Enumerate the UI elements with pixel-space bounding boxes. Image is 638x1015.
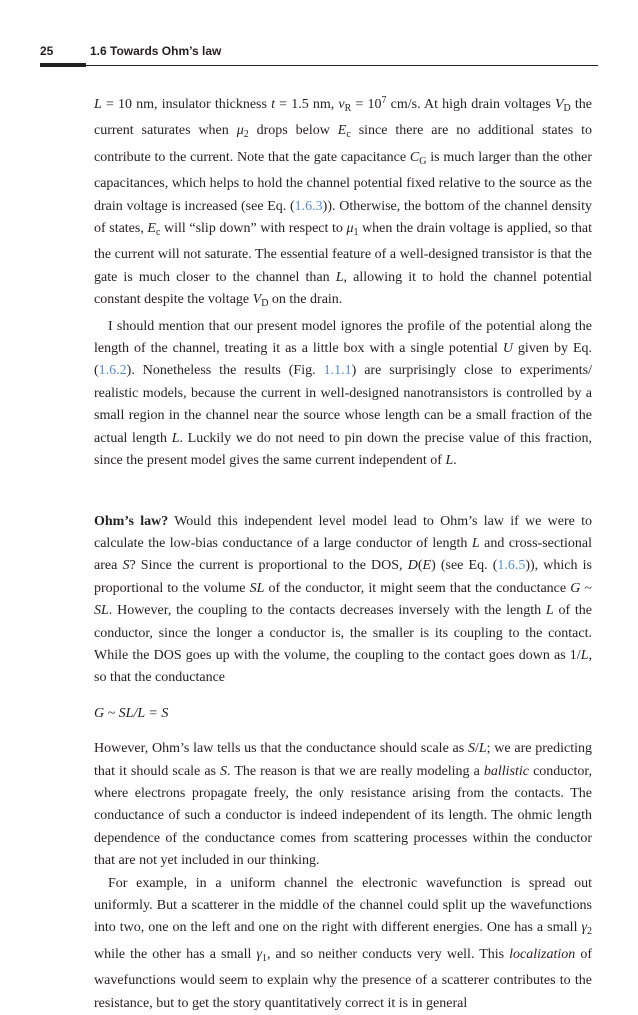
equation-conductance: G ~ SL/L = S [94, 705, 169, 721]
paragraph-3: Ohm’s law? Would this independent level model lead to Ohm’s law if we were to calculate the low-bias conductance of a large conductor of length L and cross-sectional area S? Since the current is proportional to the DOS, D(E) (see Eq. (1.6.5)), which is proportional to the volume SL of the conductor, it might seem that the conductance G ~ SL. However, the coupling to the contacts decreases inversely with the length L of the conductor, since the longer a conductor is, the smaller is its coupling to the contact. While the DOS goes up with the volume, the coupling to the contact goes down as 1/L, so that the conductance [94, 513, 593, 686]
paragraph-4: However, Ohm’s law tells us that the conductance should scale as S/L; we are predicting that it should scale as S. The reason is that we are really modeling a ballistic conductor, where electrons propagate freely, the only resistance arising from the contacts. The conductance of such a conductor is indeed independent of its length. The ohmic length dependence of the conductance comes from scattering processes within the conductor that are not yet included in our thinking. [94, 741, 592, 869]
running-head [40, 44, 598, 64]
paragraph-1: L = 10 nm, insulator thickness t = 1.5 nm, $v_R = 10^7$ cm/s. At high drain voltages $V_D$ the current saturates when $\mu_2$ drops below $E_c$ since there are no additional states to contribute to the current. Note that the gate capacitance $C_G$ is much larger than the other capacitances, which helps to hold the channel potential fixed relative to the source as the drain voltage is increased (see Eq. (1.6.3)). Otherwise, the bottom of the channel density of states, $E_c$ will “slip down” with respect to $\mu_1$ when the drain voltage is applied, so that the current will not saturate. The essential feature of a well-designed transistor is that the gate is much closer to the channel than L, allowing it to hold the channel potential constant despite the voltage $V_D$ on the drain. [94, 95, 593, 310]
ref-fig-1-1-1[interactable]: 1.1.1 [323, 363, 352, 379]
page-number: 25 [40, 44, 54, 58]
paragraph-2: I should mention that our present model ignores the profile of the potential along the length of the channel, treating it as a little box with a single potential U given by Eq. (1.6.2). Nonetheless the results (Fig. 1.1.1) are surprisingly close to experiments/ realistic models, because the current in well-designed nanotransistors is controlled by a small region in the channel near the source whose length can be a small fraction of the actual length L. Luckily we do not need to pin down the precise value of this fraction, since the present model gives the same current independent of L. [94, 318, 593, 469]
ref-eq-1-6-2[interactable]: 1.6.2 [98, 363, 127, 379]
body-text [94, 90, 592, 1015]
paragraph-5: For example, in a uniform channel the electronic wavefunction is spread out uniformly. But a scatterer in the middle of the channel could split up the wavefunctions into two, one on the left and one on the right with different energies. One has a small $\gamma_2$ while the other has a small $\gamma_1$, and so neither conducts very well. This localization of wavefunctions would seem to explain why the presence of a scatterer contributes to the resistance, but to get the story quantitatively correct it is in general [94, 875, 592, 1011]
section-lead-heading: Ohm’s law? [94, 513, 169, 529]
header-rule-thin [86, 65, 598, 66]
section-gap [94, 473, 592, 511]
header-rule-thick [40, 63, 86, 67]
ref-eq-1-6-3[interactable]: 1.6.3 [294, 198, 323, 214]
ref-eq-1-6-5[interactable]: 1.6.5 [497, 558, 526, 574]
section-title: 1.6 Towards Ohm’s law [90, 44, 222, 58]
